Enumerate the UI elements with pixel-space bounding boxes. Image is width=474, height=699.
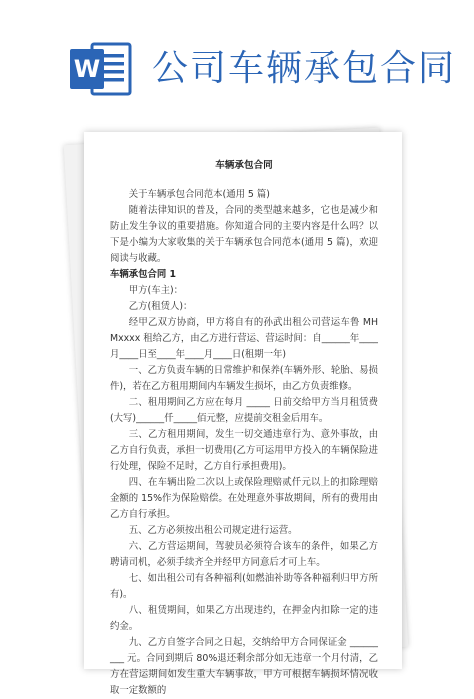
paragraph: 随着法律知识的普及，合同的类型越来越多，它也是减少和防止发生争议的重要措施。你知道合同的主要内容是什么吗？以下是小编为大家收集的关于车辆承包合同范本(通用 5 篇)，欢迎阅读与收藏。 [110, 205, 378, 264]
document-title: 车辆承包合同 [215, 160, 273, 171]
section-heading: 车辆承包合同 1 [110, 269, 177, 280]
paragraph: 关于车辆承包合同范本(通用 5 篇) [128, 189, 270, 200]
banner [0, 0, 474, 120]
paragraph: 八、租赁期间，如果乙方出现违约，在押金内扣除一定的违约金。 [110, 605, 378, 632]
paragraph: 七、如出租公司有各种福利(如燃油补助等各种福利归甲方所有)。 [110, 573, 378, 600]
word-logo-letter: W [73, 55, 101, 83]
paragraph-list [110, 187, 378, 699]
paragraph: 五、乙方必须按出租公司规定进行运营。 [128, 525, 298, 536]
paragraph: 经甲乙双方协商，甲方将自有的孙武出租公司营运车鲁 MHMxxxx 租给乙方，由乙方进行营运、营运时间：自______年____月____日至____年____月____日(租期一年) [110, 317, 378, 360]
document-body [110, 158, 378, 699]
paragraph: 三、乙方租用期间，发生一切交通违章行为、意外事故，由乙方自行负责，承担一切费用(乙方可运用甲方投入的车辆保险进行处理，保险不足时，乙方自行承担费用)。 [110, 429, 378, 472]
paragraph: 甲方(车主)： [128, 285, 183, 296]
paragraph: 六、乙方营运期间，驾驶员必须符合该车的条件，如果乙方聘请司机，必须手续齐全并经甲方同意后才可上车。 [110, 541, 378, 568]
paragraph: 九、乙方自签字合同之日起，交纳给甲方合同保证金 _________ 元。合同到期后 80%退还剩余部分如无违章一个月付清，乙方在营运期间如发生重大车辆事故，甲方可根据车辆损坏情况收取一定数额的 [110, 637, 378, 696]
paragraph: 乙方(租赁人)： [128, 301, 193, 312]
word-document-icon [70, 40, 132, 98]
paragraph: 四、在车辆出险二次以上或保险理赔贰仟元以上的扣除理赔金额的 15%作为保险赔偿。在处理意外事故期间，所有的费用由乙方自行承担。 [110, 477, 378, 520]
paragraph: 二、租用期间乙方应在每月 _____ 日前交给甲方当月租赁费 (大写)______仟_____佰元整，应提前交租金后用车。 [110, 397, 378, 424]
document-page [84, 132, 402, 696]
paragraph: 一、乙方负责车辆的日常维护和保养(车辆外形、轮胎、易损件)，若在乙方租用期间内车辆发生损坏，由乙方负责维修。 [110, 365, 378, 392]
banner-title: 公司车辆承包合同 [152, 48, 457, 89]
